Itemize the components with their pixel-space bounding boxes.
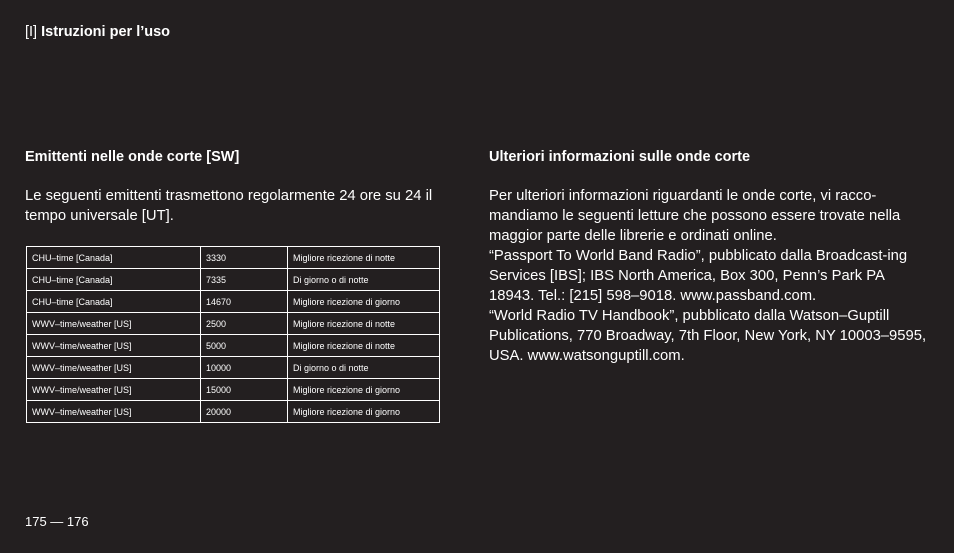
table-row [27,357,440,379]
frequency-cell: 20000 [201,401,288,423]
reception-cell: Di giorno o di notte [288,357,440,379]
frequency-cell: 15000 [201,379,288,401]
reception-cell: Migliore ricezione di giorno [288,291,440,313]
station-cell: WWV–time/weather [US] [27,401,201,423]
left-column [25,148,445,226]
shortwave-intro-text: Le seguenti emittenti trasmettono regolarmente 24 ore su 24 il tempo universale [UT]. [25,188,433,224]
language-tag: [I] [25,24,38,40]
station-cell: CHU–time [Canada] [27,291,201,313]
right-column [489,148,929,366]
station-cell: CHU–time [Canada] [27,269,201,291]
table-row [27,335,440,357]
further-info-intro: Per ulteriori informazioni riguardanti le onde corte, vi racco-mandiamo le seguenti letture che possono essere trovate nella maggior parte delle librerie e ordinati online. [489,188,901,244]
reception-cell: Migliore ricezione di giorno [288,401,440,423]
reception-cell: Migliore ricezione di notte [288,247,440,269]
frequency-cell: 7335 [201,269,288,291]
table-row [27,313,440,335]
table-row [27,379,440,401]
page-numbers: 175 — 176 [25,514,89,529]
reception-cell: Migliore ricezione di notte [288,313,440,335]
station-cell: CHU–time [Canada] [27,247,201,269]
stations-table [26,246,440,423]
page-header [25,23,170,41]
frequency-cell: 3330 [201,247,288,269]
further-info-text [489,186,929,366]
frequency-cell: 14670 [201,291,288,313]
frequency-cell: 5000 [201,335,288,357]
frequency-cell: 10000 [201,357,288,379]
reception-cell: Migliore ricezione di giorno [288,379,440,401]
table-row [27,401,440,423]
further-info-heading: Ulteriori informazioni sulle onde corte [489,149,751,165]
table-row [27,269,440,291]
shortwave-stations-heading: Emittenti nelle onde corte [SW] [25,149,240,165]
table-row [27,291,440,313]
reception-cell: Migliore ricezione di notte [288,335,440,357]
table-row [27,247,440,269]
station-cell: WWV–time/weather [US] [27,379,201,401]
page-title: Istruzioni per l’uso [41,24,171,40]
wrtvh-reference: “World Radio TV Handbook”, pubblicato dalla Watson–Guptill Publications, 770 Broadway, 7th Floor, New York, NY 10003–9595, USA. www.watsonguptill.com. [489,308,927,364]
station-cell: WWV–time/weather [US] [27,335,201,357]
station-cell: WWV–time/weather [US] [27,357,201,379]
station-cell: WWV–time/weather [US] [27,313,201,335]
frequency-cell: 2500 [201,313,288,335]
passport-reference: “Passport To World Band Radio”, pubblicato dalla Broadcast-ing Services [IBS]; IBS North America, Box 300, Penn’s Park PA 18943. Tel.: [215] 598–9018. www.passband.com. [489,248,908,304]
reception-cell: Di giorno o di notte [288,269,440,291]
